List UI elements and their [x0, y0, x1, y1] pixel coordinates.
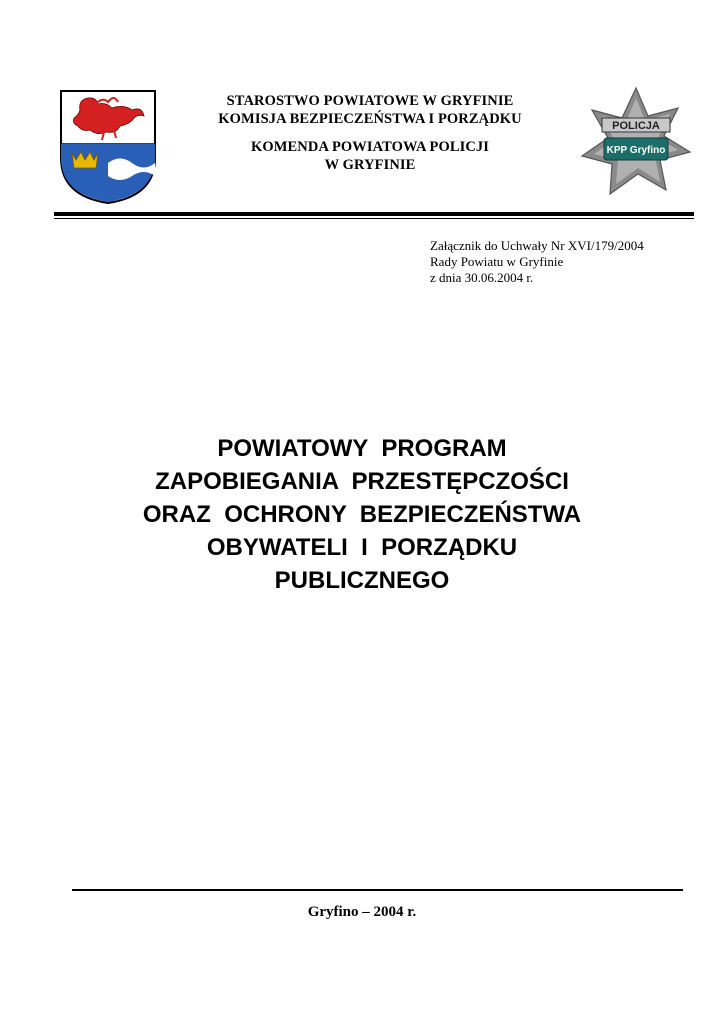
annex-line-2: Rady Powiatu w Gryfinie: [430, 254, 564, 269]
annex-line-3: z dnia 30.06.2004 r.: [430, 270, 534, 285]
title-line-2: ZAPOBIEGANIA PRZESTĘPCZOŚCI: [155, 468, 569, 495]
header-line-1: STAROSTWO POWIATOWE W GRYFINIE: [226, 93, 514, 109]
document-title: [60, 432, 664, 597]
badge-text-bottom: KPP Gryfino: [606, 145, 666, 156]
place-and-date: Gryfino – 2004 r.: [307, 904, 417, 920]
header-divider-thick: [54, 212, 694, 216]
gryfino-county-coat-of-arms-icon: [58, 88, 158, 206]
title-line-1: POWIATOWY PROGRAM: [217, 435, 507, 462]
header-line-3: KOMENDA POWIATOWA POLICJI: [250, 139, 490, 155]
issuer-header: [180, 92, 560, 174]
footer-divider: [72, 889, 683, 891]
header-line-2: KOMISJA BEZPIECZEŃSTWA I PORZĄDKU: [218, 111, 522, 127]
police-star-badge-icon: [580, 86, 692, 200]
badge-text-top: POLICJA: [612, 120, 660, 132]
title-line-5: PUBLICZNEGO: [274, 567, 450, 594]
annex-note: [430, 238, 710, 286]
header-divider-thin: [54, 218, 694, 219]
header-line-4: W GRYFINIE: [324, 157, 416, 173]
title-line-3: ORAZ OCHRONY BEZPIECZEŃSTWA: [142, 501, 582, 528]
annex-line-1: Załącznik do Uchwały Nr XVI/179/2004: [430, 238, 644, 253]
title-line-4: OBYWATELI I PORZĄDKU: [206, 534, 518, 561]
